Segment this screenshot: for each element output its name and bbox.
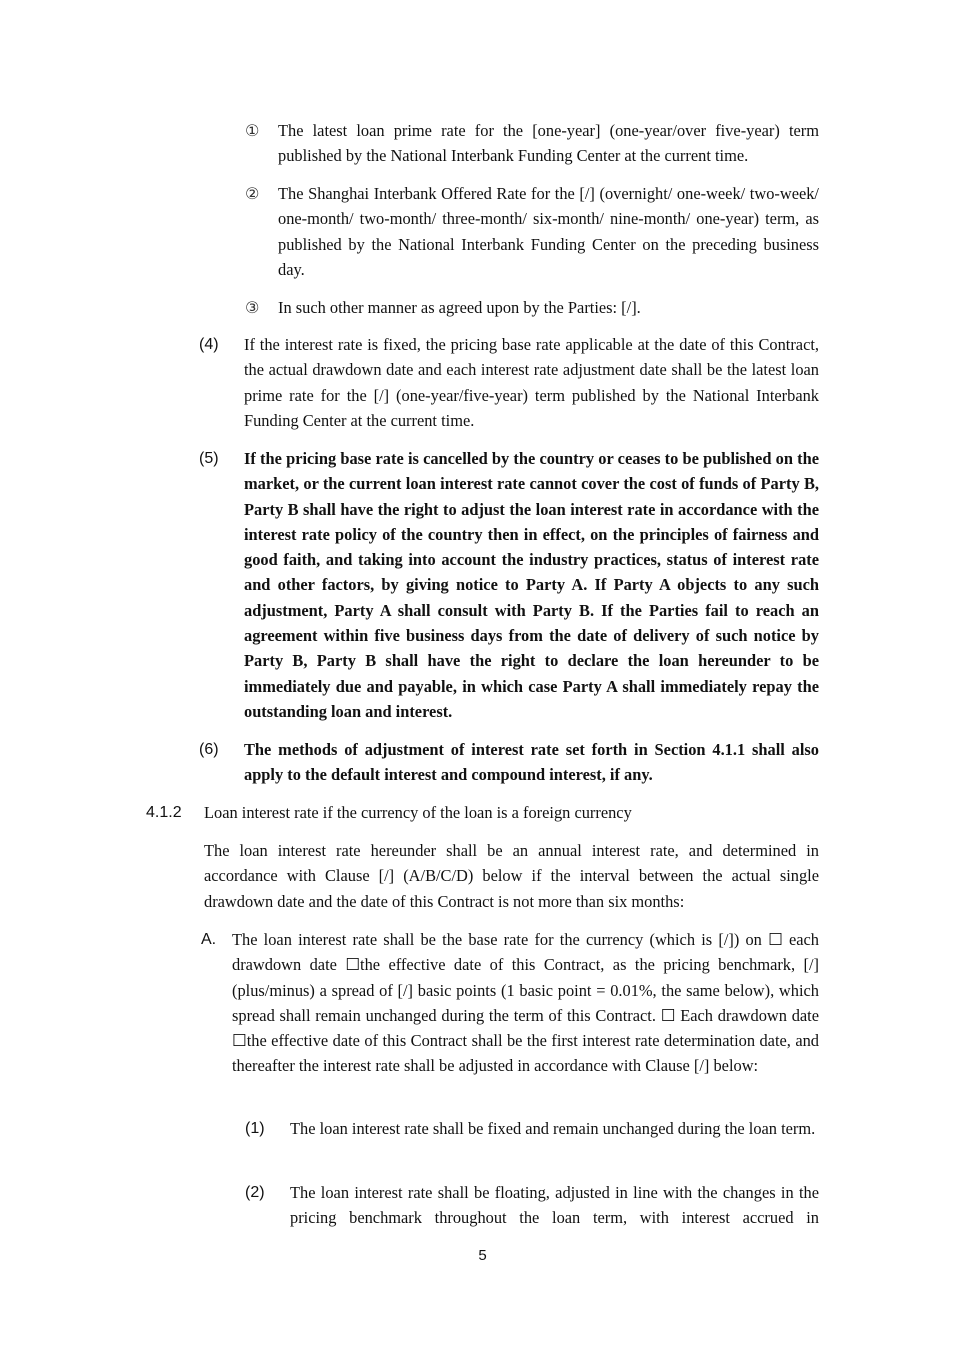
- item-6-text: The methods of adjustment of interest rate set forth in Section 4.1.1 shall also apply to the default interest and compound interest, if any.: [244, 740, 819, 785]
- item-4-label: (4): [199, 336, 219, 353]
- item-4-text: If the interest rate is fixed, the pricing base rate applicable at the date of this Contract, the actual drawdown date and each interest rate adjustment date shall be the latest loan prime rate for the [/] (one-year/five-year) term published by the National Interbank Funding Center at the current time.: [244, 335, 819, 430]
- section-intro: The loan interest rate hereunder shall be an annual interest rate, and determined in accordance with Clause [/] (A/B/C/D) below if the interval between the actual single drawdown date and the date of this Contract is not more than six months:: [204, 841, 819, 911]
- page-number: 5: [478, 1247, 487, 1264]
- list-marker-c2: ②: [245, 184, 260, 203]
- section-title: Loan interest rate if the currency of the loan is a foreign currency: [204, 803, 632, 822]
- section-number: 4.1.2: [146, 804, 182, 821]
- item-6-label: (6): [199, 741, 219, 758]
- item-c3-text: In such other manner as agreed upon by the Parties: [/].: [278, 298, 641, 317]
- list-marker-c3: ③: [245, 298, 260, 317]
- clause-a-1-text: The loan interest rate shall be fixed and remain unchanged during the loan term.: [290, 1119, 816, 1138]
- clause-a-text: The loan interest rate shall be the base rate for the currency (which is [/]) on ☐ each drawdown date ☐the effective date of this Contract, as the pricing benchmark, [/] (plus/minus) a spread of [/] basic points (1 basic point = 0.01%, the same below), which spread shall remain unchanged during the term of this Contract. ☐ Each drawdown date ☐the effective date of this Contract shall be the first interest rate determination date, and thereafter the interest rate shall be adjusted in accordance with Clause [/] below:: [232, 930, 819, 1076]
- item-5-label: (5): [199, 450, 219, 467]
- clause-a-2-text: The loan interest rate shall be floating, adjusted in line with the changes in the pricing benchmark throughout the loan term, with interest accrued in: [290, 1183, 819, 1228]
- clause-a-label: A.: [201, 931, 217, 948]
- list-marker-c1: ①: [245, 121, 260, 140]
- clause-a-1-label: (1): [245, 1120, 265, 1137]
- item-5-text: If the pricing base rate is cancelled by the country or ceases to be published on the market, or the current loan interest rate cannot cover the cost of funds of Party B, Party B shall have the right to adjust the loan interest rate in accordance with the interest rate policy of the country then in effect, on the principles of fairness and good faith, and taking into account the industry practices, status of interest rate and other factors, by giving notice to Party A. If Party A objects to any such adjustment, Party A shall consult with Party B. If the Parties fail to reach an agreement within five business days from the date of delivery of such notice by Party B, Party B shall have the right to declare the loan hereunder to be immediately due and payable, in which case Party A shall immediately repay the outstanding loan and interest.: [244, 449, 819, 721]
- item-c2-text: The Shanghai Interbank Offered Rate for the [/] (overnight/ one-week/ two-week/ one-month/ two-month/ three-month/ six-month/ nine-month/ one-year) term, as published by the National Interbank Funding Center on the preceding business day.: [278, 184, 819, 279]
- item-c1-text: The latest loan prime rate for the [one-year] (one-year/over five-year) term published by the National Interbank Funding Center at the current time.: [278, 121, 819, 166]
- clause-a-2-label: (2): [245, 1184, 265, 1201]
